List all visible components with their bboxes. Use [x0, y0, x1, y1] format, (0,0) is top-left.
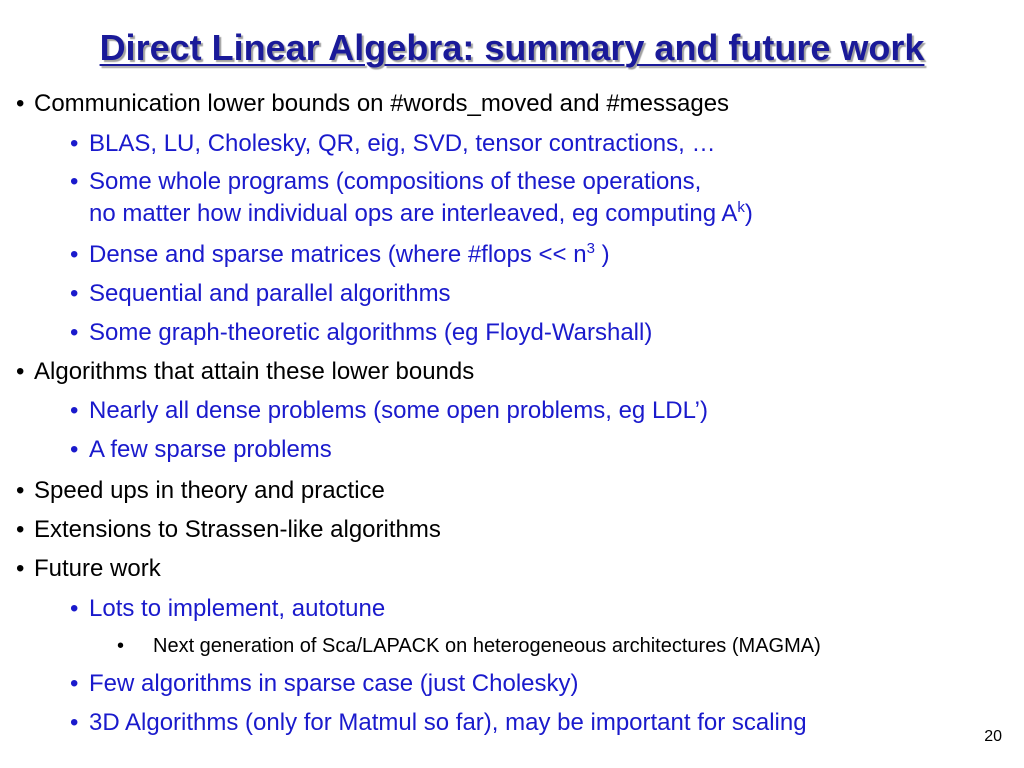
sub-bullet-text: A few sparse problems — [89, 436, 332, 463]
sub-bullet-dot: • — [70, 436, 79, 463]
closing-paren: ) — [744, 200, 753, 227]
bullet-text: Communication lower bounds on #words_moved and #messages — [34, 90, 730, 117]
sub-bullet-text: Nearly all dense problems (some open problems, eg LDL’) — [89, 397, 708, 424]
sub-sub-bullet-next-generation — [117, 634, 821, 658]
sub-bullet-sequential-parallel — [70, 280, 451, 308]
sub-bullet-text: Some graph-theoretic algorithms (eg Floyd-Warshall) — [89, 319, 653, 346]
sub-bullet-whole-programs-continued — [89, 200, 753, 228]
bullet-communication-lower-bounds — [16, 90, 729, 118]
superscript-3: 3 — [586, 240, 595, 257]
superscript-k: k — [737, 199, 745, 216]
sub-bullet-text: no matter how individual ops are interleaved, eg computing A — [89, 200, 738, 227]
bullet-text: Extensions to Strassen-like algorithms — [34, 516, 441, 543]
sub-bullet-dot: • — [70, 130, 79, 157]
sub-bullet-lots-to-implement — [70, 595, 385, 623]
sub-bullet-text: Few algorithms in sparse case (just Cholesky) — [89, 670, 579, 697]
sub-bullet-text: BLAS, LU, Cholesky, QR, eig, SVD, tensor contractions, … — [89, 130, 716, 157]
sub-bullet-text: Some whole programs (compositions of these operations, — [89, 168, 702, 195]
sub-sub-bullet-dot: • — [117, 635, 125, 657]
bullet-text: Algorithms that attain these lower bounds — [34, 358, 475, 385]
sub-bullet-dot: • — [70, 709, 79, 736]
sub-bullet-graph-theoretic — [70, 319, 652, 347]
sub-bullet-nearly-all-dense — [70, 397, 708, 425]
sub-bullet-text: Sequential and parallel algorithms — [89, 280, 451, 307]
sub-bullet-dot: • — [70, 319, 79, 346]
bullet-dot: • — [16, 555, 25, 582]
sub-bullet-dot: • — [70, 241, 79, 268]
sub-bullet-dense-sparse — [70, 241, 610, 269]
bullet-algorithms-attain — [16, 358, 474, 386]
sub-bullet-text: Dense and sparse matrices (where #flops << n — [89, 241, 587, 268]
sub-bullet-dot: • — [70, 595, 79, 622]
sub-bullet-dot: • — [70, 397, 79, 424]
sub-bullet-3d-algorithms — [70, 709, 807, 737]
sub-bullet-few-sparse — [70, 436, 332, 464]
bullet-text: Speed ups in theory and practice — [34, 477, 385, 504]
page-number: 20 — [984, 728, 1002, 745]
bullet-dot: • — [16, 477, 25, 504]
sub-bullet-dot: • — [70, 168, 79, 195]
sub-bullet-blas — [70, 130, 715, 158]
bullet-text: Future work — [34, 555, 161, 582]
bullet-dot: • — [16, 358, 25, 385]
sub-bullet-text: 3D Algorithms (only for Matmul so far), may be important for scaling — [89, 709, 807, 736]
sub-sub-bullet-text: Next generation of Sca/LAPACK on heterogeneous architectures (MAGMA) — [153, 635, 821, 657]
bullet-dot: • — [16, 516, 25, 543]
sub-bullet-dot: • — [70, 670, 79, 697]
sub-bullet-text: Lots to implement, autotune — [89, 595, 386, 622]
slide-title-text: Direct Linear Algebra: summary and future work — [99, 27, 925, 68]
bullet-dot: • — [16, 90, 25, 117]
closing-paren: ) — [594, 241, 610, 268]
bullet-extensions — [16, 516, 441, 544]
sub-bullet-whole-programs — [70, 168, 701, 196]
bullet-speed-ups — [16, 477, 385, 505]
sub-bullet-few-algorithms-sparse — [70, 670, 579, 698]
sub-bullet-dot: • — [70, 280, 79, 307]
bullet-future-work — [16, 555, 161, 583]
